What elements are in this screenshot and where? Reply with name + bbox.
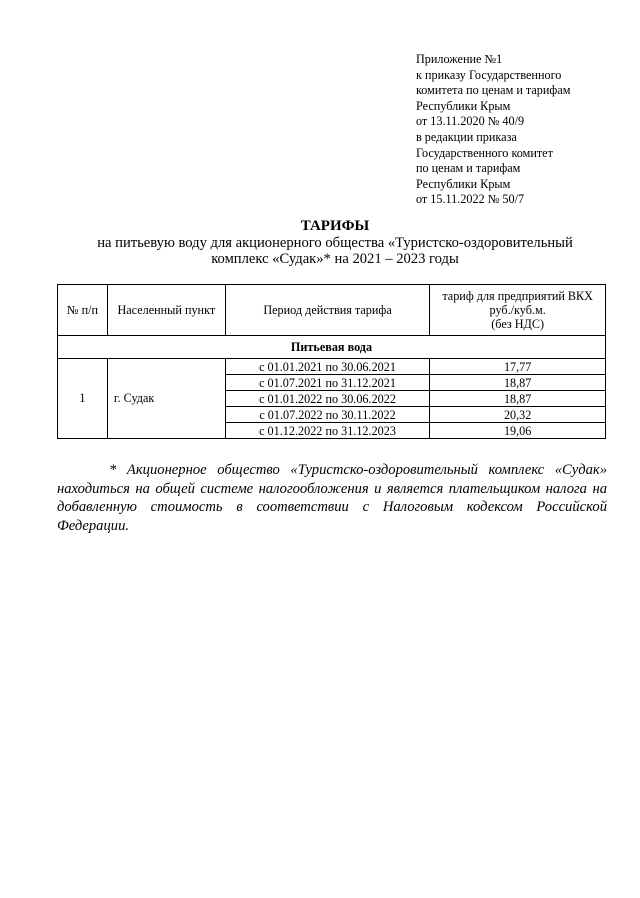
appendix-line: от 13.11.2020 № 40/9 xyxy=(416,114,525,129)
header-tariff xyxy=(430,285,606,336)
period-cell: с 01.01.2021 по 30.06.2021 xyxy=(225,359,430,375)
header-tariff-line: руб./куб.м. xyxy=(489,303,546,317)
period-cell: с 01.07.2021 по 31.12.2021 xyxy=(225,375,430,391)
tariff-cell: 20,32 xyxy=(430,407,606,423)
tariff-cell: 18,87 xyxy=(430,375,606,391)
tariff-cell: 17,77 xyxy=(430,359,606,375)
table-header-row xyxy=(58,285,606,336)
appendix-line: в редакции приказа xyxy=(416,129,517,144)
title-line-2: комплекс «Судак»* на 2021 – 2023 годы xyxy=(211,251,459,267)
appendix-header xyxy=(416,52,631,208)
section-title: Питьевая вода xyxy=(58,336,606,359)
period-cell: с 01.01.2022 по 30.06.2022 xyxy=(225,391,430,407)
appendix-line: комитета по ценам и тарифам xyxy=(416,83,571,98)
appendix-line: Приложение №1 xyxy=(416,52,503,66)
document-title xyxy=(60,218,610,267)
appendix-line: Республики Крым xyxy=(416,98,511,113)
appendix-line: Республики Крым xyxy=(416,176,511,191)
appendix-line: Государственного комитет xyxy=(416,145,553,160)
period-cell: с 01.12.2022 по 31.12.2023 xyxy=(225,423,430,439)
title-main: ТАРИФЫ xyxy=(300,218,370,234)
header-tariff-line: (без НДС) xyxy=(491,317,545,331)
locality-cell: г. Судак xyxy=(107,359,225,439)
period-cell: с 01.07.2022 по 30.11.2022 xyxy=(225,407,430,423)
header-tariff-line: тариф для предприятий ВКХ xyxy=(442,289,593,303)
header-num: № п/п xyxy=(58,285,108,336)
section-row xyxy=(58,336,606,359)
table-row xyxy=(58,359,606,375)
tariff-table xyxy=(57,284,606,439)
tariff-cell: 19,06 xyxy=(430,423,606,439)
appendix-line: от 15.11.2022 № 50/7 xyxy=(416,192,525,207)
appendix-line: по ценам и тарифам xyxy=(416,161,521,176)
header-period: Период действия тарифа xyxy=(225,285,430,336)
row-number: 1 xyxy=(58,359,108,439)
title-line-1: на питьевую воду для акционерного общества «Туристско-оздоровительный xyxy=(97,235,573,251)
tariff-cell: 18,87 xyxy=(430,391,606,407)
appendix-line: к приказу Государственного xyxy=(416,67,562,82)
footnote: * Акционерное общество «Туристско-оздоровительный комплекс «Судак» находиться на общей системе налогообложения и является плательщиком налога на добавленную стоимость в соответствии с Налоговым кодексом Российской Федерации. xyxy=(57,462,607,534)
header-locality: Населенный пункт xyxy=(107,285,225,336)
